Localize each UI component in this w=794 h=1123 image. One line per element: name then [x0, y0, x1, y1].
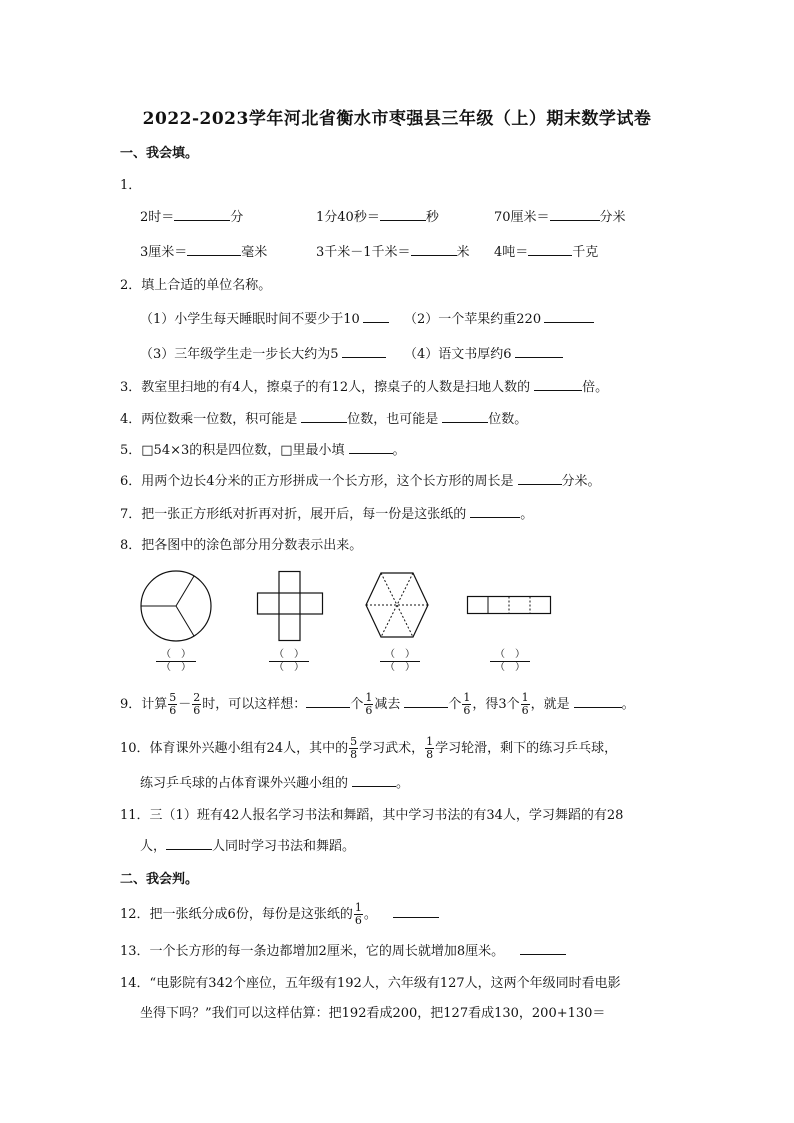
q2-item-3: （3）三年级学生走一步长大约为5: [140, 345, 386, 365]
answer-blank[interactable]: [520, 942, 566, 955]
q10-line2: 练习乒乓球的占体育课外兴趣小组的 。: [140, 776, 410, 791]
q3: 3．教室里扫地的有4人，擦桌子的有12人，擦桌子的人数是扫地人数的 倍。: [120, 380, 609, 395]
fraction: $\frac{1}{6}$: [463, 691, 471, 717]
q2-item-2: （2）一个苹果约重220: [404, 310, 594, 330]
q14-line2: 坐得下吗？”我们可以这样估算：把192看成200，把127看成130，200+130＝: [140, 1006, 606, 1021]
answer-blank[interactable]: [393, 905, 439, 918]
answer-blank[interactable]: [404, 695, 448, 708]
fraction: $\frac{1}{6}$: [521, 691, 529, 717]
fraction: $\frac{1}{6}$: [354, 901, 362, 927]
answer-blank[interactable]: [301, 410, 347, 423]
fraction: $\frac{1}{8}$: [426, 735, 434, 761]
fraction-answer-1[interactable]: （ ） （ ）: [156, 649, 196, 674]
figure-circle: [139, 569, 213, 643]
answer-blank[interactable]: [306, 695, 350, 708]
q2-item-4: （4）语文书厚约6: [404, 345, 563, 365]
q1-row1-b: 1分40秒＝ 秒: [316, 210, 439, 225]
answer-blank[interactable]: [534, 378, 582, 391]
q11-line2: 人， 人同时学习书法和舞蹈。: [140, 839, 356, 854]
answer-blank[interactable]: [174, 208, 230, 221]
answer-blank[interactable]: [411, 243, 457, 256]
answer-blank[interactable]: [349, 441, 393, 454]
fraction: $\frac{5}{8}$: [350, 735, 358, 761]
answer-blank[interactable]: [528, 243, 572, 256]
q1-row2-a: 3厘米＝ 毫米: [140, 245, 268, 260]
answer-blank[interactable]: [363, 310, 389, 323]
answer-blank[interactable]: [550, 208, 600, 221]
answer-blank[interactable]: [380, 208, 426, 221]
q8-stem: 8．把各图中的涂色部分用分数表示出来。: [120, 538, 363, 553]
q4: 4．两位数乘一位数，积可能是 位数，也可能是 位数。: [120, 412, 528, 427]
exam-title: 2022-2023学年河北省衡水市枣强县三年级（上）期末数学试卷: [142, 109, 652, 129]
answer-blank[interactable]: [342, 345, 386, 358]
answer-blank[interactable]: [187, 243, 241, 256]
q1-row1-a: 2时＝ 分: [140, 210, 244, 225]
q1-number: 1．: [120, 178, 142, 193]
section-2-heading: 二、我会判。: [120, 872, 199, 887]
fraction-answer-2[interactable]: （ ） （ ）: [269, 649, 309, 674]
answer-blank[interactable]: [166, 837, 212, 850]
figure-cross-net: [257, 571, 323, 641]
q10-line1: 10．体育课外兴趣小组有24人，其中的 $\frac{5}{8}$ 学习武术， $\frac{1}{8}$ 学习轮滑，剩下的练习乒乓球，: [120, 735, 618, 761]
q2-stem: 2．填上合适的单位名称。: [120, 278, 272, 293]
answer-blank[interactable]: [518, 472, 562, 485]
fraction: $\frac{5}{6}$: [169, 691, 177, 717]
fraction-answer-3[interactable]: （ ） （ ）: [380, 649, 420, 674]
answer-blank[interactable]: [574, 695, 622, 708]
fraction: $\frac{1}{6}$: [365, 691, 373, 717]
figure-rectangle-strip: [467, 596, 551, 614]
section-1-heading: 一、我会填。: [120, 146, 199, 161]
q5: 5．□54×3的积是四位数，□里最小填 。: [120, 443, 406, 458]
fraction: $\frac{2}{6}$: [193, 691, 201, 717]
answer-blank[interactable]: [515, 345, 563, 358]
answer-blank[interactable]: [352, 774, 396, 787]
q14-line1: 14．“电影院有342个座位，五年级有192人，六年级有127人，这两个年级同时看电影: [120, 976, 621, 991]
q6: 6．用两个边长4分米的正方形拼成一个长方形，这个长方形的周长是 分米。: [120, 474, 601, 489]
q13: 13．一个长方形的每一条边都增加2厘米，它的周长就增加8厘米。: [120, 942, 566, 962]
q7: 7．把一张正方形纸对折再对折，展开后，每一份是这张纸的 。: [120, 507, 534, 522]
q12: 12．把一张纸分成6份，每份是这张纸的 $\frac{1}{6}$ 。: [120, 902, 439, 927]
q2-item-1: （1）小学生每天睡眠时间不要少于10: [140, 310, 389, 330]
q1-row2-c: 4吨＝ 千克: [494, 245, 599, 260]
fraction-answer-4[interactable]: （ ） （ ）: [490, 649, 530, 674]
q1-row1-c: 70厘米＝ 分米: [494, 210, 626, 225]
answer-blank[interactable]: [544, 310, 594, 323]
answer-blank[interactable]: [470, 505, 520, 518]
answer-blank[interactable]: [442, 410, 488, 423]
q11-line1: 11．三（1）班有42人报名学习书法和舞蹈，其中学习书法的有34人，学习舞蹈的有28: [120, 808, 624, 823]
figure-hexagon: [365, 572, 429, 638]
q1-row2-b: 3千米－1千米＝ 米: [316, 245, 470, 260]
q9: 9．计算 $\frac{5}{6}$ － $\frac{2}{6}$ 时，可以这样想： 个 $\frac{1}{6}$ 减去 个 $\frac{1}{6}$ ，得3个 $\frac{1}{6}$ ，就是 。: [120, 691, 635, 717]
